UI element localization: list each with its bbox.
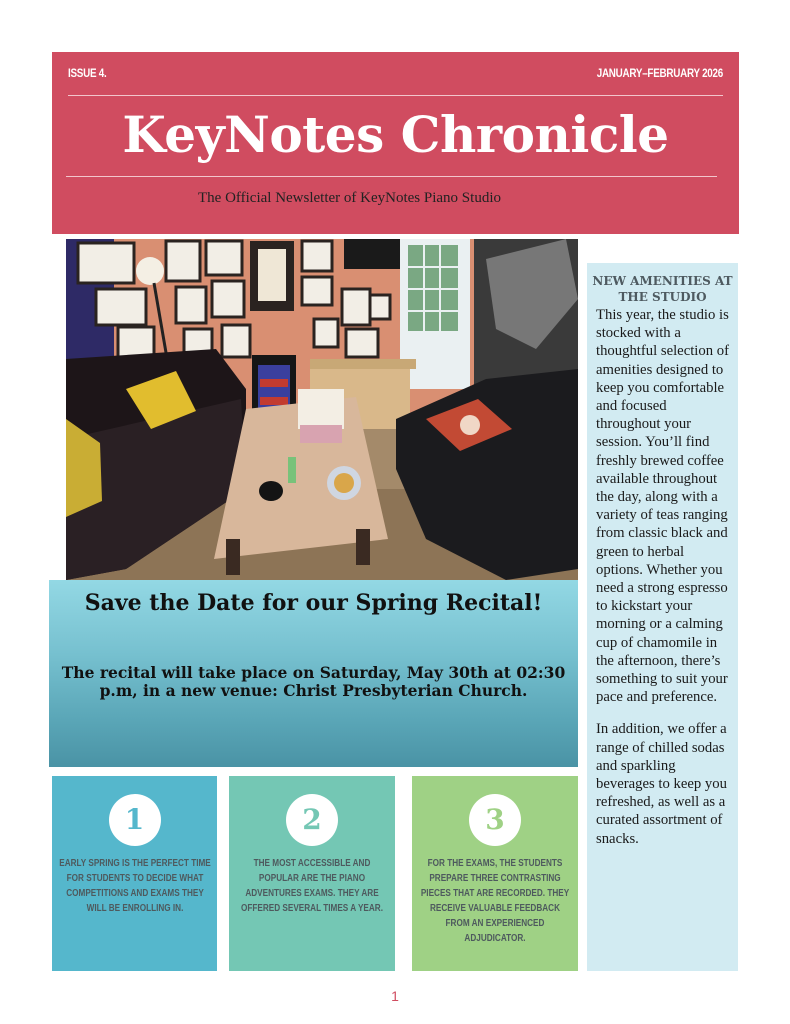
number-badge: 1	[109, 794, 161, 846]
number-badge: 3	[469, 794, 521, 846]
sidebar-paragraph: This year, the studio is stocked with a thoughtful selection of amenities designed to keep you comfortable and focused throughout your session. You’ll find freshly brewed coffee available throughout the day, along with a variety of teas ranging from classic black and green to herbal options. Whether you need a strong espresso to kickstart your morning or a calming cup of chamomile in the afternoon, there’s something to suit your pace and preference.	[596, 307, 729, 706]
number-badge: 2	[286, 794, 338, 846]
newsletter-subtitle: The Official Newsletter of KeyNotes Piano Studio	[198, 190, 501, 206]
issue-label: ISSUE 4.	[68, 66, 107, 80]
info-card-1	[52, 776, 217, 971]
info-card-3	[412, 776, 578, 971]
page-number: 1	[391, 988, 399, 1004]
sidebar-heading: NEW AMENITIES AT THE STUDIO	[592, 274, 733, 304]
masthead	[52, 52, 739, 234]
info-card-2	[229, 776, 395, 971]
issue-date: JANUARY–FEBRUARY 2026	[596, 66, 723, 80]
newsletter-title: KeyNotes Chronicle	[122, 105, 669, 164]
masthead-divider-bottom	[66, 176, 717, 177]
info-card-text: FOR THE EXAMS, THE STUDENTS PREPARE THREE CONTRASTING PIECES THAT ARE RECORDED. THEY RECEIVE VALUABLE FEEDBACK FROM AN EXPERIENCED ADJUDICATOR.	[420, 857, 570, 944]
sidebar-paragraph: In addition, we offer a range of chilled sodas and sparkling beverages to keep you refreshed, as well as a curated assortment of snacks.	[596, 721, 727, 847]
info-card-text: EARLY SPRING IS THE PERFECT TIME FOR STUDENTS TO DECIDE WHAT COMPETITIONS AND EXAMS THEY WILL BE ENROLLING IN.	[59, 857, 211, 914]
amenities-sidebar	[587, 263, 738, 971]
info-card-text: THE MOST ACCESSIBLE AND POPULAR ARE THE PIANO ADVENTURES EXAMS. THEY ARE OFFERED SEVERAL TIMES A YEAR.	[241, 857, 383, 914]
masthead-divider-top	[68, 95, 723, 96]
studio-lounge-photo	[66, 239, 578, 580]
recital-title: Save the Date for our Spring Recital!	[84, 590, 543, 616]
studio-lounge-illustration	[66, 239, 578, 580]
recital-announcement	[49, 580, 578, 767]
recital-details: The recital will take place on Saturday, May 30th at 02:30 p.m, in a new venue: Christ Presbyterian Church.	[61, 663, 566, 700]
